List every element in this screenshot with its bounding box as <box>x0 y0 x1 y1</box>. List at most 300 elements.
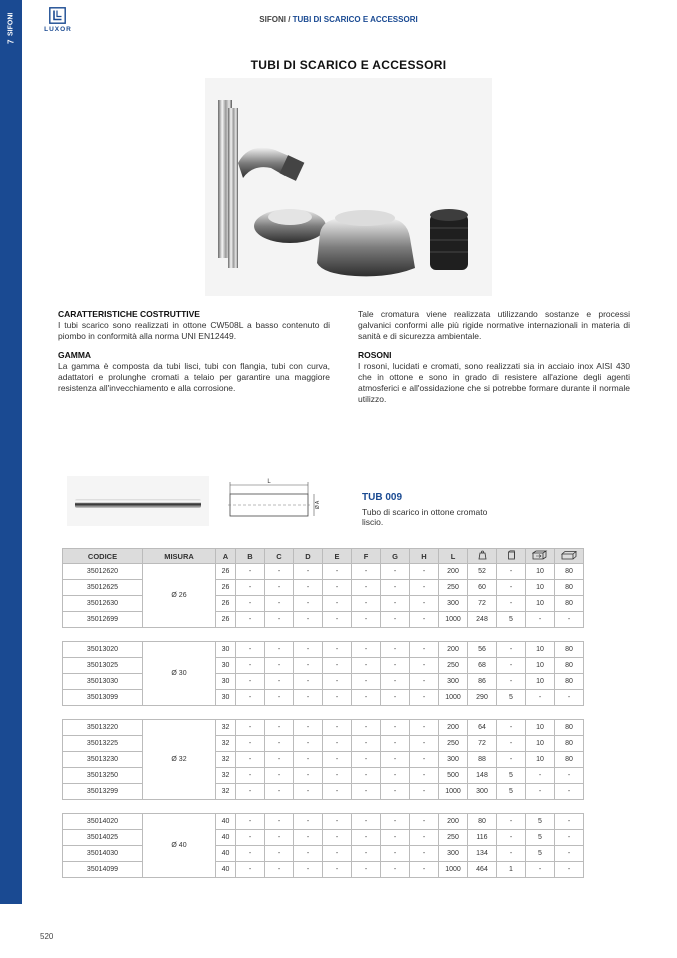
left-column <box>58 309 330 402</box>
value-cell: - <box>236 862 265 878</box>
value-cell: - <box>294 674 323 690</box>
column-header: F <box>352 549 381 564</box>
value-cell: 10 <box>526 596 555 612</box>
pallet-icon <box>555 549 584 564</box>
value-cell: - <box>497 752 526 768</box>
chapter-label: SIFONI <box>7 12 15 36</box>
value-cell: 32 <box>216 768 236 784</box>
value-cell: 10 <box>526 674 555 690</box>
value-cell: - <box>323 580 352 596</box>
value-cell: 300 <box>439 596 468 612</box>
value-cell: - <box>236 720 265 736</box>
straight-pipe-photo <box>67 476 209 526</box>
logo-wordmark: LUXOR <box>44 26 72 33</box>
value-cell: - <box>497 814 526 830</box>
value-cell: - <box>294 846 323 862</box>
value-cell: - <box>410 768 439 784</box>
value-cell: - <box>265 596 294 612</box>
breadcrumb-section: SIFONI <box>259 15 286 24</box>
value-cell: 200 <box>439 564 468 580</box>
breadcrumb-subsection: TUBI DI SCARICO E ACCESSORI <box>292 15 418 24</box>
value-cell: - <box>526 690 555 706</box>
value-cell: 248 <box>468 612 497 628</box>
table-row <box>63 580 584 596</box>
value-cell: - <box>236 564 265 580</box>
spec-table <box>62 719 584 800</box>
value-cell: 80 <box>555 674 584 690</box>
value-cell: 5 <box>526 814 555 830</box>
column-header: A <box>216 549 236 564</box>
value-cell: - <box>294 814 323 830</box>
value-cell: 80 <box>468 814 497 830</box>
value-cell: 300 <box>468 784 497 800</box>
code-cell: 35013025 <box>63 658 143 674</box>
value-cell: 250 <box>439 736 468 752</box>
value-cell: 26 <box>216 612 236 628</box>
value-cell: 250 <box>439 830 468 846</box>
value-cell: 32 <box>216 736 236 752</box>
value-cell: - <box>381 736 410 752</box>
value-cell: 5 <box>497 612 526 628</box>
value-cell: - <box>381 814 410 830</box>
value-cell: - <box>555 830 584 846</box>
column-header: G <box>381 549 410 564</box>
value-cell: - <box>236 674 265 690</box>
value-cell: - <box>381 690 410 706</box>
value-cell: - <box>381 830 410 846</box>
table-row <box>63 768 584 784</box>
value-cell: - <box>352 846 381 862</box>
table-row <box>63 564 584 580</box>
table-row <box>63 658 584 674</box>
misura-cell: Ø 40 <box>143 814 216 878</box>
value-cell: - <box>265 612 294 628</box>
value-cell: - <box>236 768 265 784</box>
value-cell: 5 <box>497 768 526 784</box>
table-header-row <box>63 549 584 564</box>
value-cell: 60 <box>468 580 497 596</box>
value-cell: - <box>381 846 410 862</box>
code-cell: 35013225 <box>63 736 143 752</box>
value-cell: - <box>294 612 323 628</box>
value-cell: - <box>265 642 294 658</box>
column-header: D <box>294 549 323 564</box>
column-header: B <box>236 549 265 564</box>
value-cell: - <box>294 690 323 706</box>
value-cell: - <box>294 752 323 768</box>
value-cell: 30 <box>216 674 236 690</box>
value-cell: 80 <box>555 642 584 658</box>
heading-range: GAMMA <box>58 350 92 360</box>
value-cell: 300 <box>439 846 468 862</box>
value-cell: - <box>265 752 294 768</box>
value-cell: - <box>265 784 294 800</box>
value-cell: - <box>381 862 410 878</box>
value-cell: 1000 <box>439 690 468 706</box>
value-cell: - <box>323 642 352 658</box>
value-cell: - <box>236 846 265 862</box>
value-cell: - <box>265 720 294 736</box>
value-cell: 10 <box>526 642 555 658</box>
value-cell: - <box>236 830 265 846</box>
misura-cell: Ø 26 <box>143 564 216 628</box>
value-cell: - <box>265 736 294 752</box>
spec-table <box>62 548 584 628</box>
value-cell: - <box>294 658 323 674</box>
value-cell: - <box>410 580 439 596</box>
code-cell: 35012699 <box>63 612 143 628</box>
table-row <box>63 596 584 612</box>
heading-characteristics: CARATTERISTICHE COSTRUTTIVE <box>58 309 200 319</box>
value-cell: - <box>410 612 439 628</box>
value-cell: 5 <box>497 690 526 706</box>
table-row <box>63 674 584 690</box>
value-cell: - <box>294 642 323 658</box>
column-header: C <box>265 549 294 564</box>
value-cell: - <box>294 784 323 800</box>
column-header: L <box>439 549 468 564</box>
product-description: Tubo di scarico in ottone cromato liscio. <box>362 507 488 527</box>
value-cell: - <box>555 846 584 862</box>
pipe-technical-drawing <box>222 476 324 520</box>
value-cell: - <box>352 720 381 736</box>
misura-cell: Ø 32 <box>143 720 216 800</box>
rosettes-text: I rosoni, lucidati e cromati, sono realizzati sia in acciaio inox AISI 430 che in ottone e sono in grado di resistere all'azione degli agenti atmosferici e all'ossidazione che si potrebbe formare durante il normale utilizzo. <box>358 361 630 404</box>
value-cell: - <box>294 580 323 596</box>
value-cell: - <box>352 674 381 690</box>
value-cell: - <box>497 674 526 690</box>
value-cell: - <box>352 642 381 658</box>
value-cell: - <box>323 784 352 800</box>
value-cell: - <box>352 612 381 628</box>
value-cell: 72 <box>468 736 497 752</box>
code-cell: 35012625 <box>63 580 143 596</box>
value-cell: - <box>497 580 526 596</box>
value-cell: 134 <box>468 846 497 862</box>
value-cell: - <box>555 768 584 784</box>
chapter-sidebar <box>0 0 22 904</box>
column-header: E <box>323 549 352 564</box>
value-cell: 80 <box>555 658 584 674</box>
value-cell: - <box>265 690 294 706</box>
value-cell: - <box>323 612 352 628</box>
value-cell: 88 <box>468 752 497 768</box>
value-cell: - <box>352 580 381 596</box>
value-cell: - <box>236 752 265 768</box>
table-row <box>63 862 584 878</box>
value-cell: 200 <box>439 642 468 658</box>
misura-cell: Ø 30 <box>143 642 216 706</box>
value-cell: - <box>410 846 439 862</box>
value-cell: - <box>294 720 323 736</box>
value-cell: - <box>265 862 294 878</box>
value-cell: - <box>323 674 352 690</box>
value-cell: - <box>236 612 265 628</box>
characteristics-text: I tubi scarico sono realizzati in ottone CW508L a basso contenuto di piombo in conformità alla norma UNI EN12449. <box>58 320 330 341</box>
chapter-tab <box>3 4 19 44</box>
drawing-length-label: L <box>267 479 271 485</box>
value-cell: - <box>323 752 352 768</box>
value-cell: - <box>265 768 294 784</box>
value-cell: 1000 <box>439 784 468 800</box>
value-cell: - <box>555 784 584 800</box>
value-cell: 30 <box>216 642 236 658</box>
value-cell: 1 <box>497 862 526 878</box>
value-cell: - <box>410 752 439 768</box>
value-cell: - <box>236 690 265 706</box>
value-cell: 290 <box>468 690 497 706</box>
value-cell: - <box>410 596 439 612</box>
value-cell: 40 <box>216 862 236 878</box>
code-cell: 35014020 <box>63 814 143 830</box>
value-cell: 80 <box>555 596 584 612</box>
breadcrumb <box>0 15 677 24</box>
table-row <box>63 642 584 658</box>
value-cell: - <box>410 642 439 658</box>
value-cell: - <box>352 830 381 846</box>
value-cell: 86 <box>468 674 497 690</box>
heading-rosettes: ROSONI <box>358 350 392 360</box>
value-cell: - <box>265 846 294 862</box>
value-cell: - <box>352 814 381 830</box>
value-cell: 64 <box>468 720 497 736</box>
value-cell: - <box>352 596 381 612</box>
value-cell: - <box>236 658 265 674</box>
value-cell: 116 <box>468 830 497 846</box>
code-cell: 35012630 <box>63 596 143 612</box>
table-row <box>63 814 584 830</box>
value-cell: - <box>323 690 352 706</box>
chrome-text: Tale cromatura viene realizzata utilizzando sostanze e processi galvanici conformi alle più rigide normative internazionali in materia di sanità e di sicurezza ambientale. <box>358 309 630 341</box>
value-cell: - <box>323 830 352 846</box>
product-photo <box>205 78 492 296</box>
value-cell: - <box>381 674 410 690</box>
value-cell: - <box>323 768 352 784</box>
value-cell: 5 <box>497 784 526 800</box>
value-cell: - <box>410 862 439 878</box>
table-row <box>63 690 584 706</box>
value-cell: 26 <box>216 564 236 580</box>
code-cell: 35013020 <box>63 642 143 658</box>
value-cell: - <box>410 736 439 752</box>
value-cell: 10 <box>526 658 555 674</box>
drawing-diameter-label: Ø A <box>315 500 321 510</box>
value-cell: - <box>323 736 352 752</box>
value-cell: - <box>381 564 410 580</box>
value-cell: - <box>526 768 555 784</box>
value-cell: 68 <box>468 658 497 674</box>
page-number: 520 <box>40 932 54 941</box>
value-cell: - <box>294 768 323 784</box>
value-cell: 10 <box>526 580 555 596</box>
code-cell: 35013030 <box>63 674 143 690</box>
value-cell: - <box>236 580 265 596</box>
value-cell: - <box>381 784 410 800</box>
value-cell: - <box>410 814 439 830</box>
table-row <box>63 784 584 800</box>
value-cell: - <box>265 814 294 830</box>
value-cell: - <box>265 674 294 690</box>
value-cell: 464 <box>468 862 497 878</box>
value-cell: - <box>555 862 584 878</box>
value-cell: - <box>352 564 381 580</box>
value-cell: - <box>381 768 410 784</box>
value-cell: 10 <box>526 720 555 736</box>
value-cell: 40 <box>216 814 236 830</box>
value-cell: - <box>352 752 381 768</box>
value-cell: 56 <box>468 642 497 658</box>
table-row <box>63 720 584 736</box>
value-cell: - <box>323 564 352 580</box>
value-cell: 32 <box>216 784 236 800</box>
value-cell: - <box>323 814 352 830</box>
value-cell: - <box>410 564 439 580</box>
value-cell: - <box>555 814 584 830</box>
breadcrumb-separator: / <box>285 15 293 24</box>
table-row <box>63 736 584 752</box>
code-cell: 35014030 <box>63 846 143 862</box>
value-cell: - <box>497 564 526 580</box>
value-cell: - <box>555 612 584 628</box>
value-cell: 5 <box>526 846 555 862</box>
value-cell: 10 <box>526 736 555 752</box>
value-cell: 32 <box>216 752 236 768</box>
value-cell: - <box>381 720 410 736</box>
value-cell: - <box>352 736 381 752</box>
value-cell: 200 <box>439 720 468 736</box>
value-cell: 5 <box>526 830 555 846</box>
value-cell: - <box>265 564 294 580</box>
value-cell: - <box>410 720 439 736</box>
table-row <box>63 612 584 628</box>
value-cell: - <box>497 596 526 612</box>
value-cell: 30 <box>216 690 236 706</box>
value-cell: - <box>352 690 381 706</box>
value-cell: 40 <box>216 830 236 846</box>
value-cell: - <box>323 862 352 878</box>
value-cell: - <box>526 612 555 628</box>
spec-table <box>62 813 584 878</box>
value-cell: - <box>265 658 294 674</box>
spec-table <box>62 641 584 706</box>
value-cell: 250 <box>439 658 468 674</box>
value-cell: - <box>352 658 381 674</box>
value-cell: - <box>294 564 323 580</box>
value-cell: - <box>497 720 526 736</box>
code-cell: 35013099 <box>63 690 143 706</box>
value-cell: 200 <box>439 814 468 830</box>
code-cell: 35014025 <box>63 830 143 846</box>
range-text: La gamma è composta da tubi lisci, tubi con flangia, tubi con curva, adattatori e prolunghe cromati a telaio per garantire una maggiore resistenza all'invecchiamento e alla corrosione. <box>58 361 330 393</box>
value-cell: - <box>265 580 294 596</box>
value-cell: - <box>323 846 352 862</box>
value-cell: 300 <box>439 674 468 690</box>
value-cell: - <box>352 784 381 800</box>
page-title: TUBI DI SCARICO E ACCESSORI <box>250 58 447 72</box>
value-cell: 52 <box>468 564 497 580</box>
value-cell: - <box>265 830 294 846</box>
value-cell: - <box>236 642 265 658</box>
value-cell: - <box>410 658 439 674</box>
value-cell: 26 <box>216 596 236 612</box>
value-cell: - <box>323 596 352 612</box>
value-cell: 32 <box>216 720 236 736</box>
right-column <box>358 309 630 413</box>
value-cell: - <box>381 612 410 628</box>
code-cell: 35013230 <box>63 752 143 768</box>
value-cell: 80 <box>555 564 584 580</box>
code-cell: 35012620 <box>63 564 143 580</box>
value-cell: 300 <box>439 752 468 768</box>
value-cell: 10 <box>526 564 555 580</box>
value-cell: 72 <box>468 596 497 612</box>
value-cell: - <box>410 830 439 846</box>
value-cell: - <box>497 642 526 658</box>
code-cell: 35013220 <box>63 720 143 736</box>
value-cell: 500 <box>439 768 468 784</box>
chapter-number: 7 <box>6 39 16 44</box>
value-cell: 250 <box>439 580 468 596</box>
value-cell: - <box>352 862 381 878</box>
value-cell: - <box>236 784 265 800</box>
value-cell: - <box>236 736 265 752</box>
value-cell: - <box>497 658 526 674</box>
value-cell: - <box>381 596 410 612</box>
table-row <box>63 830 584 846</box>
column-header: MISURA <box>143 549 216 564</box>
code-cell: 35013250 <box>63 768 143 784</box>
code-cell: 35014099 <box>63 862 143 878</box>
value-cell: - <box>381 580 410 596</box>
value-cell: - <box>526 862 555 878</box>
value-cell: 1000 <box>439 612 468 628</box>
value-cell: 80 <box>555 752 584 768</box>
value-cell: - <box>294 736 323 752</box>
value-cell: - <box>294 596 323 612</box>
value-cell: - <box>236 596 265 612</box>
value-cell: 80 <box>555 736 584 752</box>
value-cell: - <box>410 674 439 690</box>
value-cell: - <box>555 690 584 706</box>
carton-icon <box>526 549 555 564</box>
value-cell: 148 <box>468 768 497 784</box>
value-cell: - <box>526 784 555 800</box>
value-cell: - <box>323 658 352 674</box>
column-header: H <box>410 549 439 564</box>
value-cell: - <box>410 784 439 800</box>
value-cell: - <box>236 814 265 830</box>
value-cell: 10 <box>526 752 555 768</box>
value-cell: 80 <box>555 580 584 596</box>
value-cell: - <box>323 720 352 736</box>
product-code: TUB 009 <box>362 492 403 503</box>
table-row <box>63 846 584 862</box>
value-cell: - <box>410 690 439 706</box>
value-cell: - <box>497 846 526 862</box>
value-cell: 80 <box>555 720 584 736</box>
value-cell: 1000 <box>439 862 468 878</box>
value-cell: 30 <box>216 658 236 674</box>
box-icon <box>497 549 526 564</box>
table-row <box>63 752 584 768</box>
value-cell: - <box>381 658 410 674</box>
value-cell: - <box>352 768 381 784</box>
value-cell: - <box>381 752 410 768</box>
code-cell: 35013299 <box>63 784 143 800</box>
value-cell: - <box>294 862 323 878</box>
value-cell: - <box>294 830 323 846</box>
value-cell: - <box>497 736 526 752</box>
